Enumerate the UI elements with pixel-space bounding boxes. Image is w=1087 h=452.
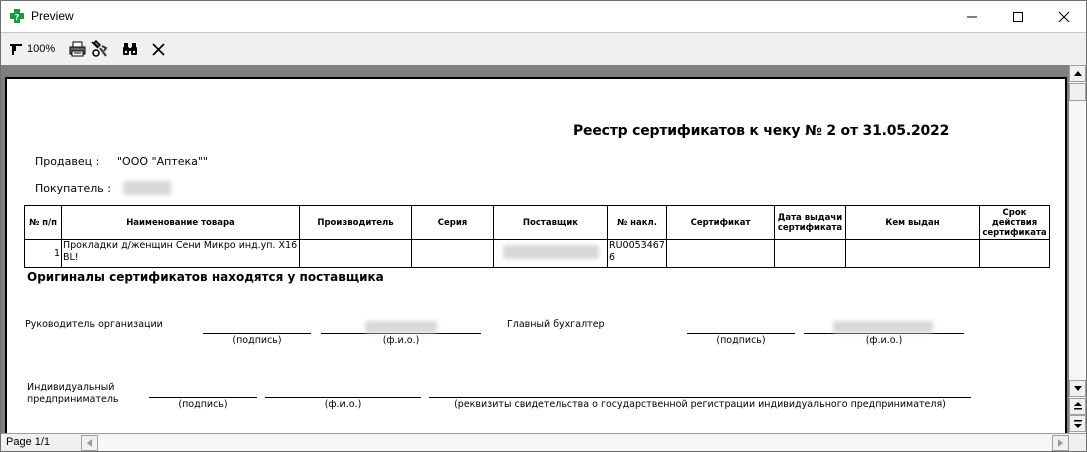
table-row xyxy=(25,240,1050,268)
cell-manufacturer xyxy=(300,240,412,268)
entrepreneur-signature-line xyxy=(149,397,257,398)
cell-name: Прокладки д/женщин Сени Микро инд.уп. X16 BL! xyxy=(62,240,300,268)
arrow-down-icon xyxy=(1074,386,1082,391)
status-bar xyxy=(1,433,1086,451)
toolbar xyxy=(1,32,1086,65)
printer-icon xyxy=(69,41,86,57)
page-setup-button[interactable] xyxy=(90,38,108,60)
col-header-series: Серия xyxy=(412,206,494,240)
entrepreneur-fio-caption: (ф.и.о.) xyxy=(324,399,362,410)
cell-num: 1 xyxy=(25,240,62,268)
accountant-signature-line xyxy=(687,333,795,334)
horizontal-scrollbar[interactable] xyxy=(81,435,1069,451)
minimize-icon xyxy=(966,11,978,23)
scroll-down-button[interactable] xyxy=(1069,380,1086,397)
page-up-icon xyxy=(1074,402,1082,411)
window-title: Preview xyxy=(31,9,74,23)
entrepreneur-label: Индивидуальный предприниматель xyxy=(27,382,119,405)
title-bar xyxy=(1,1,1086,32)
report-page xyxy=(5,77,1067,433)
prev-page-button[interactable] xyxy=(1069,398,1086,415)
col-header-supplier: Поставщик xyxy=(494,206,608,240)
vertical-scrollbar[interactable] xyxy=(1069,65,1086,433)
seller-value: "ООО "Аптека"" xyxy=(117,155,208,168)
col-header-name: Наименование товара xyxy=(62,206,300,240)
col-header-valid-until: Срок действия сертификата xyxy=(980,206,1050,240)
accountant-signature-caption: (подпись) xyxy=(716,335,766,346)
minimize-button[interactable] xyxy=(949,1,995,32)
scroll-thumb[interactable] xyxy=(1069,83,1086,101)
app-cross-icon xyxy=(9,8,25,24)
binoculars-icon xyxy=(122,42,138,56)
head-fio-caption: (ф.и.о.) xyxy=(382,335,420,346)
cell-cert-date xyxy=(775,240,846,268)
registration-line xyxy=(429,397,971,398)
table-header-row xyxy=(25,206,1050,240)
col-header-manufacturer: Производитель xyxy=(300,206,412,240)
zoom-button[interactable] xyxy=(9,38,55,60)
close-icon xyxy=(1058,11,1070,23)
maximize-button[interactable] xyxy=(995,1,1041,32)
preview-viewport xyxy=(1,65,1069,433)
close-window-button[interactable] xyxy=(1041,1,1087,32)
col-header-invoice: № накл. xyxy=(608,206,667,240)
zoom-icon xyxy=(9,42,23,56)
col-header-cert-date: Дата выдачи сертификата xyxy=(775,206,846,240)
print-button[interactable] xyxy=(69,38,86,60)
arrow-up-icon xyxy=(1074,71,1082,76)
accountant-fio-caption: (ф.и.о.) xyxy=(865,335,903,346)
arrow-left-icon xyxy=(87,439,92,447)
col-header-num: № п/п xyxy=(25,206,62,240)
col-header-issued-by: Кем выдан xyxy=(846,206,980,240)
cell-series xyxy=(412,240,494,268)
arrow-right-icon xyxy=(1058,439,1063,447)
certificates-table xyxy=(24,205,1050,268)
head-signature-caption: (подпись) xyxy=(232,335,282,346)
buyer-value xyxy=(123,181,171,198)
entrepreneur-fio-line xyxy=(265,397,421,398)
col-header-certificate: Сертификат xyxy=(667,206,775,240)
buyer-label: Покупатель : xyxy=(35,182,111,195)
report-title: Реестр сертификатов к чеку № 2 от 31.05.2022 xyxy=(573,123,950,139)
close-preview-button[interactable] xyxy=(152,38,165,60)
cell-issued-by xyxy=(846,240,980,268)
cell-certificate xyxy=(667,240,775,268)
seller-label: Продавец : xyxy=(35,155,100,168)
cell-invoice: RU00534676 xyxy=(608,240,667,268)
next-page-button[interactable] xyxy=(1069,415,1086,432)
scroll-right-button[interactable] xyxy=(1052,435,1069,451)
cell-supplier xyxy=(494,240,608,268)
zoom-level: 100% xyxy=(27,43,56,55)
entrepreneur-signature-caption: (подпись) xyxy=(178,399,228,410)
svg-text:?: ? xyxy=(14,13,20,22)
close-icon xyxy=(152,43,165,56)
page-setup-icon xyxy=(90,40,108,58)
page-down-icon xyxy=(1074,419,1082,428)
scroll-left-button[interactable] xyxy=(81,435,98,451)
head-signature-line xyxy=(203,333,311,334)
registration-caption: (реквизиты свидетельства о государственной регистрации индивидуального предпринимателя) xyxy=(454,399,946,410)
scroll-up-button[interactable] xyxy=(1069,65,1086,82)
cell-valid-until xyxy=(980,240,1050,268)
head-label: Руководитель организации xyxy=(25,319,163,330)
accountant-label: Главный бухгалтер xyxy=(507,319,605,330)
maximize-icon xyxy=(1012,11,1024,23)
originals-note: Оригиналы сертификатов находятся у поставщика xyxy=(27,270,384,284)
find-button[interactable] xyxy=(122,38,138,60)
page-indicator: Page 1/1 xyxy=(6,436,51,448)
